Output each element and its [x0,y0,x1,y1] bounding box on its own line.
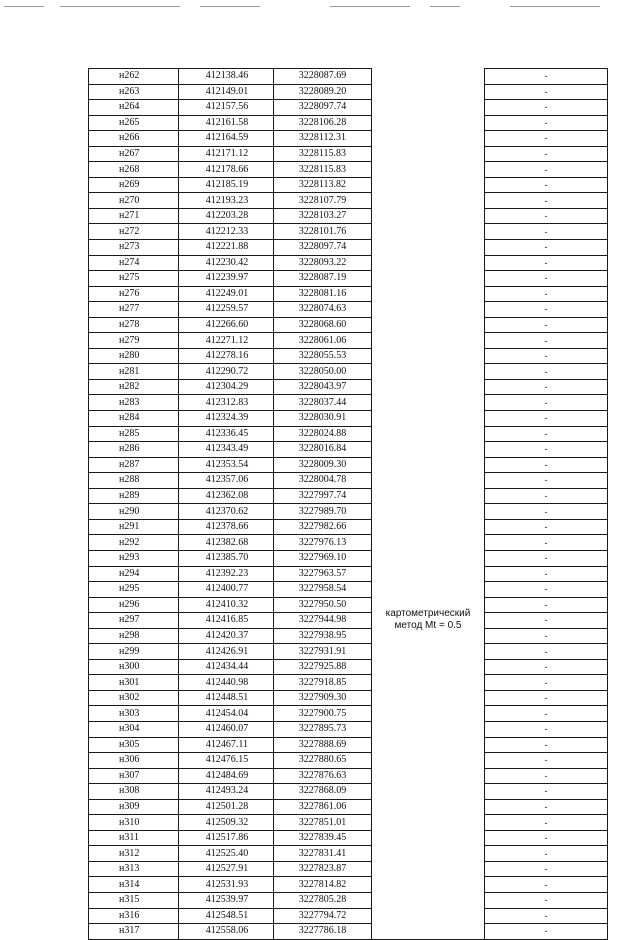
x-coordinate-cell: 412230.42 [179,255,274,271]
x-coordinate-cell: 412336.45 [179,426,274,442]
point-number-cell: н273 [89,240,179,256]
y-coordinate-cell: 3227938.95 [274,628,372,644]
description-cell: - [485,846,608,862]
method-description: картометрический метод Mt = 0.5 [385,608,471,632]
y-coordinate-cell: 3227982.66 [274,519,372,535]
description-cell: - [485,84,608,100]
table-row [89,457,608,473]
x-coordinate-cell: 412161.58 [179,115,274,131]
table-row [89,613,608,629]
description-cell: - [485,488,608,504]
y-coordinate-cell: 3228107.79 [274,193,372,209]
x-coordinate-cell: 412392.23 [179,566,274,582]
point-number-cell: н308 [89,784,179,800]
y-coordinate-cell: 3227786.18 [274,924,372,940]
description-cell: - [485,815,608,831]
description-cell: - [485,208,608,224]
description-cell: - [485,348,608,364]
table-row [89,628,608,644]
x-coordinate-cell: 412164.59 [179,131,274,147]
x-coordinate-cell: 412157.56 [179,100,274,116]
y-coordinate-cell: 3228115.83 [274,162,372,178]
y-coordinate-cell: 3227950.50 [274,597,372,613]
x-coordinate-cell: 412426.91 [179,644,274,660]
y-coordinate-cell: 3228004.78 [274,473,372,489]
point-number-cell: н305 [89,737,179,753]
table-row [89,597,608,613]
table-row [89,426,608,442]
table-row [89,473,608,489]
x-coordinate-cell: 412382.68 [179,535,274,551]
x-coordinate-cell: 412416.85 [179,613,274,629]
point-number-cell: н293 [89,550,179,566]
y-coordinate-cell: 3227851.01 [274,815,372,831]
scan-artifact-line [0,6,640,9]
description-cell: - [485,317,608,333]
table-row [89,519,608,535]
table-row [89,364,608,380]
description-cell: - [485,784,608,800]
x-coordinate-cell: 412185.19 [179,177,274,193]
point-number-cell: н306 [89,753,179,769]
description-cell: - [485,597,608,613]
x-coordinate-cell: 412385.70 [179,550,274,566]
y-coordinate-cell: 3228093.22 [274,255,372,271]
table-row [89,208,608,224]
description-cell: - [485,908,608,924]
point-number-cell: н309 [89,799,179,815]
point-number-cell: н266 [89,131,179,147]
point-number-cell: н279 [89,333,179,349]
point-number-cell: н263 [89,84,179,100]
description-cell: - [485,457,608,473]
description-cell: - [485,271,608,287]
point-number-cell: н312 [89,846,179,862]
y-coordinate-cell: 3228043.97 [274,379,372,395]
table-row [89,84,608,100]
table-row [89,271,608,287]
y-coordinate-cell: 3228097.74 [274,240,372,256]
description-cell: - [485,644,608,660]
point-number-cell: н295 [89,582,179,598]
point-number-cell: н300 [89,659,179,675]
table-row [89,830,608,846]
x-coordinate-cell: 412525.40 [179,846,274,862]
x-coordinate-cell: 412304.29 [179,379,274,395]
table-row [89,504,608,520]
point-number-cell: н281 [89,364,179,380]
description-cell: - [485,659,608,675]
y-coordinate-cell: 3228112.31 [274,131,372,147]
description-cell: - [485,628,608,644]
table-row [89,302,608,318]
description-cell: - [485,504,608,520]
y-coordinate-cell: 3227861.06 [274,799,372,815]
x-coordinate-cell: 412290.72 [179,364,274,380]
y-coordinate-cell: 3228089.20 [274,84,372,100]
y-coordinate-cell: 3227805.28 [274,892,372,908]
table-row [89,644,608,660]
point-number-cell: н302 [89,690,179,706]
point-number-cell: н276 [89,286,179,302]
point-number-cell: н282 [89,379,179,395]
y-coordinate-cell: 3228030.91 [274,411,372,427]
table-row [89,317,608,333]
y-coordinate-cell: 3227925.88 [274,659,372,675]
y-coordinate-cell: 3228115.83 [274,146,372,162]
x-coordinate-cell: 412149.01 [179,84,274,100]
point-number-cell: н268 [89,162,179,178]
y-coordinate-cell: 3227958.54 [274,582,372,598]
method-cell-upper [372,69,485,302]
x-coordinate-cell: 412353.54 [179,457,274,473]
table-row [89,892,608,908]
method-cell [372,302,485,939]
y-coordinate-cell: 3228009.30 [274,457,372,473]
x-coordinate-cell: 412400.77 [179,582,274,598]
description-cell: - [485,193,608,209]
y-coordinate-cell: 3228113.82 [274,177,372,193]
y-coordinate-cell: 3228106.28 [274,115,372,131]
point-number-cell: н277 [89,302,179,318]
x-coordinate-cell: 412509.32 [179,815,274,831]
y-coordinate-cell: 3227794.72 [274,908,372,924]
point-number-cell: н278 [89,317,179,333]
description-cell: - [485,737,608,753]
point-number-cell: н272 [89,224,179,240]
y-coordinate-cell: 3227876.63 [274,768,372,784]
x-coordinate-cell: 412440.98 [179,675,274,691]
table-row [89,706,608,722]
table-row [89,255,608,271]
point-number-cell: н296 [89,597,179,613]
y-coordinate-cell: 3227888.69 [274,737,372,753]
description-cell: - [485,566,608,582]
description-cell: - [485,877,608,893]
description-cell: - [485,473,608,489]
description-cell: - [485,690,608,706]
description-cell: - [485,286,608,302]
description-cell: - [485,924,608,940]
x-coordinate-cell: 412239.97 [179,271,274,287]
description-cell: - [485,255,608,271]
point-number-cell: н316 [89,908,179,924]
x-coordinate-cell: 412558.06 [179,924,274,940]
description-cell: - [485,753,608,769]
x-coordinate-cell: 412171.12 [179,146,274,162]
description-cell: - [485,830,608,846]
table-row [89,690,608,706]
y-coordinate-cell: 3228068.60 [274,317,372,333]
description-cell: - [485,240,608,256]
y-coordinate-cell: 3228087.19 [274,271,372,287]
y-coordinate-cell: 3227831.41 [274,846,372,862]
table-row [89,582,608,598]
point-number-cell: н269 [89,177,179,193]
point-number-cell: н294 [89,566,179,582]
point-number-cell: н297 [89,613,179,629]
point-number-cell: н274 [89,255,179,271]
y-coordinate-cell: 3227997.74 [274,488,372,504]
description-cell: - [485,333,608,349]
table-row [89,535,608,551]
description-cell: - [485,131,608,147]
x-coordinate-cell: 412278.16 [179,348,274,364]
description-cell: - [485,582,608,598]
table-row [89,659,608,675]
y-coordinate-cell: 3228081.16 [274,286,372,302]
x-coordinate-cell: 412138.46 [179,69,274,85]
point-number-cell: н290 [89,504,179,520]
point-number-cell: н291 [89,519,179,535]
point-number-cell: н275 [89,271,179,287]
table-row [89,348,608,364]
x-coordinate-cell: 412357.06 [179,473,274,489]
table-row [89,488,608,504]
table-row [89,411,608,427]
y-coordinate-cell: 3227839.45 [274,830,372,846]
point-number-cell: н315 [89,892,179,908]
table-row [89,115,608,131]
description-cell: - [485,364,608,380]
description-cell: - [485,442,608,458]
y-coordinate-cell: 3228024.88 [274,426,372,442]
x-coordinate-cell: 412259.57 [179,302,274,318]
y-coordinate-cell: 3227931.91 [274,644,372,660]
x-coordinate-cell: 412212.33 [179,224,274,240]
point-number-cell: н307 [89,768,179,784]
point-number-cell: н286 [89,442,179,458]
table-row [89,379,608,395]
y-coordinate-cell: 3228097.74 [274,100,372,116]
point-number-cell: н310 [89,815,179,831]
y-coordinate-cell: 3228074.63 [274,302,372,318]
y-coordinate-cell: 3227880.65 [274,753,372,769]
point-number-cell: н265 [89,115,179,131]
description-cell: - [485,395,608,411]
point-number-cell: н311 [89,830,179,846]
y-coordinate-cell: 3228037.44 [274,395,372,411]
x-coordinate-cell: 412484.69 [179,768,274,784]
y-coordinate-cell: 3227944.98 [274,613,372,629]
point-number-cell: н292 [89,535,179,551]
description-cell: - [485,379,608,395]
y-coordinate-cell: 3228061.06 [274,333,372,349]
table-row [89,815,608,831]
table-row [89,146,608,162]
description-cell: - [485,861,608,877]
table-row [89,799,608,815]
point-number-cell: н264 [89,100,179,116]
y-coordinate-cell: 3227976.13 [274,535,372,551]
x-coordinate-cell: 412203.28 [179,208,274,224]
description-cell: - [485,768,608,784]
description-cell: - [485,146,608,162]
x-coordinate-cell: 412460.07 [179,721,274,737]
x-coordinate-cell: 412370.62 [179,504,274,520]
description-cell: - [485,302,608,318]
point-number-cell: н298 [89,628,179,644]
y-coordinate-cell: 3227900.75 [274,706,372,722]
point-number-cell: н304 [89,721,179,737]
table-row [89,240,608,256]
y-coordinate-cell: 3227909.30 [274,690,372,706]
point-number-cell: н317 [89,924,179,940]
point-number-cell: н271 [89,208,179,224]
y-coordinate-cell: 3227989.70 [274,504,372,520]
description-cell: - [485,426,608,442]
x-coordinate-cell: 412271.12 [179,333,274,349]
y-coordinate-cell: 3228101.76 [274,224,372,240]
y-coordinate-cell: 3228050.00 [274,364,372,380]
description-cell: - [485,224,608,240]
x-coordinate-cell: 412493.24 [179,784,274,800]
table-row [89,69,608,85]
point-number-cell: н267 [89,146,179,162]
description-cell: - [485,613,608,629]
x-coordinate-cell: 412454.04 [179,706,274,722]
y-coordinate-cell: 3227814.82 [274,877,372,893]
description-cell: - [485,100,608,116]
y-coordinate-cell: 3228016.84 [274,442,372,458]
x-coordinate-cell: 412434.44 [179,659,274,675]
table-row [89,100,608,116]
table-row [89,846,608,862]
point-number-cell: н289 [89,488,179,504]
table-row [89,162,608,178]
point-number-cell: н303 [89,706,179,722]
point-number-cell: н280 [89,348,179,364]
point-number-cell: н283 [89,395,179,411]
description-cell: - [485,675,608,691]
x-coordinate-cell: 412221.88 [179,240,274,256]
description-cell: - [485,162,608,178]
table-row [89,721,608,737]
description-cell: - [485,115,608,131]
table-row [89,924,608,940]
table-row [89,675,608,691]
description-cell: - [485,519,608,535]
description-cell: - [485,69,608,85]
x-coordinate-cell: 412312.83 [179,395,274,411]
table-row [89,193,608,209]
table-row [89,286,608,302]
x-coordinate-cell: 412517.86 [179,830,274,846]
x-coordinate-cell: 412193.23 [179,193,274,209]
description-cell: - [485,177,608,193]
x-coordinate-cell: 412266.60 [179,317,274,333]
table-row [89,333,608,349]
point-number-cell: н285 [89,426,179,442]
table-row [89,442,608,458]
x-coordinate-cell: 412501.28 [179,799,274,815]
table-row [89,224,608,240]
description-cell: - [485,721,608,737]
y-coordinate-cell: 3227895.73 [274,721,372,737]
table-row [89,753,608,769]
y-coordinate-cell: 3228087.69 [274,69,372,85]
y-coordinate-cell: 3228055.53 [274,348,372,364]
table-row [89,768,608,784]
table-row [89,784,608,800]
y-coordinate-cell: 3227969.10 [274,550,372,566]
table-row [89,877,608,893]
y-coordinate-cell: 3227963.57 [274,566,372,582]
table-row [89,737,608,753]
coordinates-table [88,68,608,940]
table-row [89,566,608,582]
x-coordinate-cell: 412324.39 [179,411,274,427]
table-row [89,908,608,924]
x-coordinate-cell: 412476.15 [179,753,274,769]
table-row [89,550,608,566]
x-coordinate-cell: 412178.66 [179,162,274,178]
description-cell: - [485,799,608,815]
x-coordinate-cell: 412448.51 [179,690,274,706]
point-number-cell: н314 [89,877,179,893]
x-coordinate-cell: 412539.97 [179,892,274,908]
x-coordinate-cell: 412467.11 [179,737,274,753]
table-row [89,395,608,411]
point-number-cell: н284 [89,411,179,427]
y-coordinate-cell: 3228103.27 [274,208,372,224]
x-coordinate-cell: 412362.08 [179,488,274,504]
x-coordinate-cell: 412527.91 [179,861,274,877]
point-number-cell: н313 [89,861,179,877]
x-coordinate-cell: 412249.01 [179,286,274,302]
x-coordinate-cell: 412378.66 [179,519,274,535]
point-number-cell: н288 [89,473,179,489]
description-cell: - [485,706,608,722]
x-coordinate-cell: 412410.32 [179,597,274,613]
table-row [89,177,608,193]
point-number-cell: н301 [89,675,179,691]
table-row [89,861,608,877]
x-coordinate-cell: 412531.93 [179,877,274,893]
point-number-cell: н262 [89,69,179,85]
table-row [89,131,608,147]
y-coordinate-cell: 3227868.09 [274,784,372,800]
point-number-cell: н270 [89,193,179,209]
x-coordinate-cell: 412548.51 [179,908,274,924]
description-cell: - [485,535,608,551]
coordinates-table-body [89,69,608,940]
description-cell: - [485,550,608,566]
x-coordinate-cell: 412343.49 [179,442,274,458]
x-coordinate-cell: 412420.37 [179,628,274,644]
description-cell: - [485,892,608,908]
y-coordinate-cell: 3227918.85 [274,675,372,691]
point-number-cell: н287 [89,457,179,473]
y-coordinate-cell: 3227823.87 [274,861,372,877]
description-cell: - [485,411,608,427]
point-number-cell: н299 [89,644,179,660]
